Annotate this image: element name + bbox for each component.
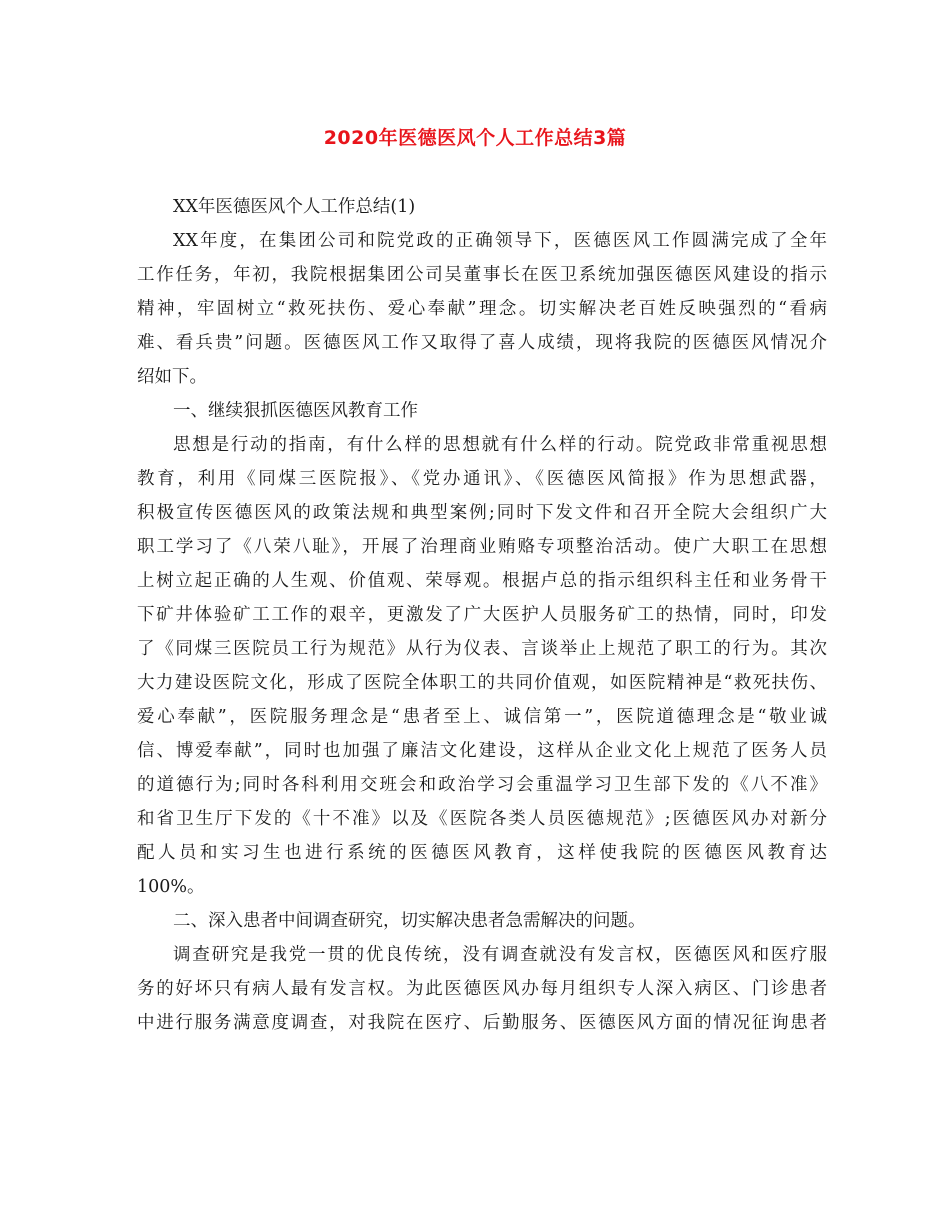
text-line: 绍如下。: [137, 367, 207, 387]
text-line: XX年度，在集团公司和院党政的正确领导下，医德医风工作圆满完成了全年: [173, 231, 827, 251]
text-line: 积极宣传医德医风的政策法规和典型案例;同时下发文件和召开全院大会组织广大: [137, 503, 827, 523]
text-line: 难、看兵贵”问题。医德医风工作又取得了喜人成绩，现将我院的医德医风情况介: [137, 333, 827, 353]
text-line: 大力建设医院文化，形成了医院全体职工的共同价值观，如医院精神是“救死扶伤、: [137, 673, 827, 693]
text-line: XX年医德医风个人工作总结(1): [173, 197, 416, 217]
text-line: 精神，牢固树立“救死扶伤、爱心奉献”理念。切实解决老百姓反映强烈的“看病: [137, 299, 827, 319]
text-line: 调查研究是我党一贯的优良传统，没有调查就没有发言权，医德医风和医疗服: [173, 945, 827, 965]
document-body: [137, 190, 827, 1040]
document-title: 2020年医德医风个人工作总结3篇: [323, 127, 627, 149]
text-line: 了《同煤三医院员工行为规范》从行为仪表、言谈举止上规范了职工的行为。其次: [137, 639, 827, 659]
text-line: 二、深入患者中间调查研究，切实解决患者急需解决的问题。: [173, 911, 646, 931]
text-line: 职工学习了《八荣八耻》，开展了治理商业贿赂专项整治活动。使广大职工在思想: [137, 537, 827, 557]
text-line: 和省卫生厅下发的《十不准》以及《医院各类人员医德规范》;医德医风办对新分: [137, 809, 827, 829]
text-line: 100%。: [137, 877, 205, 897]
text-line: 务的好坏只有病人最有发言权。为此医德医风办每月组织专人深入病区、门诊患者: [137, 979, 827, 999]
text-line: 下矿井体验矿工工作的艰辛，更激发了广大医护人员服务矿工的热情，同时，印发: [137, 605, 827, 625]
text-line: 中进行服务满意度调查，对我院在医疗、后勤服务、医德医风方面的情况征询患者: [137, 1013, 827, 1033]
text-line: 教育，利用《同煤三医院报》、《党办通讯》、《医德医风简报》作为思想武器，: [137, 469, 827, 489]
text-line: 一、继续狠抓医德医风教育工作: [173, 401, 418, 421]
text-line: 工作任务，年初，我院根据集团公司吴董事长在医卫系统加强医德医风建设的指示: [137, 265, 827, 285]
text-line: 思想是行动的指南，有什么样的思想就有什么样的行动。院党政非常重视思想: [173, 435, 827, 455]
text-line: 配人员和实习生也进行系统的医德医风教育，这样使我院的医德医风教育达: [137, 843, 827, 863]
text-line: 信、博爱奉献”，同时也加强了廉洁文化建设，这样从企业文化上规范了医务人员: [137, 741, 827, 761]
text-line: 爱心奉献”，医院服务理念是“患者至上、诚信第一”，医院道德理念是“敬业诚: [137, 707, 827, 727]
text-line: 上树立起正确的人生观、价值观、荣辱观。根据卢总的指示组织科主任和业务骨干: [137, 571, 827, 591]
text-line: 的道德行为;同时各科利用交班会和政治学习会重温学习卫生部下发的《八不准》: [137, 775, 827, 795]
